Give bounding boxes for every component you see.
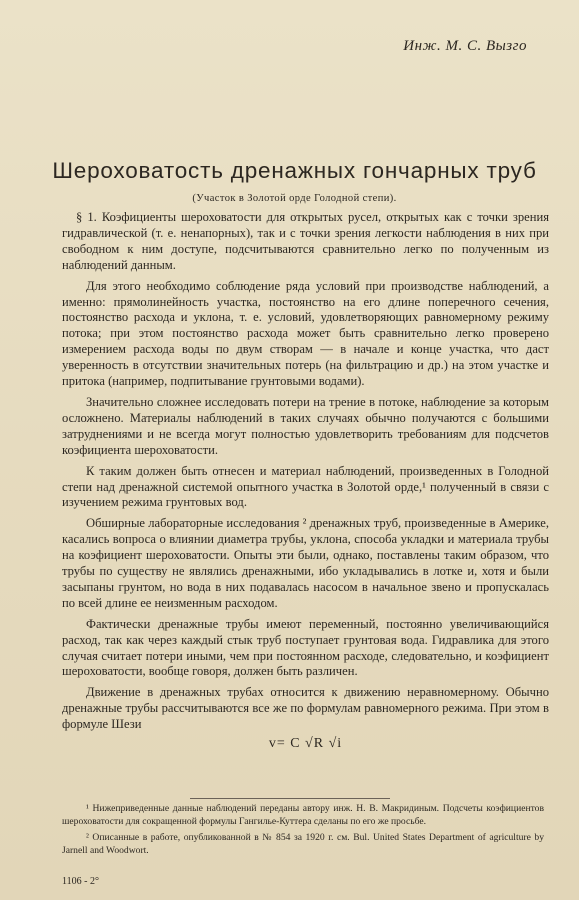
paragraph: Движение в дренажных трубах относится к движению неравномерному. Обычно дренажные трубы рассчитываются все же по формулам равномерного режима. При этом в формуле Шези: [62, 685, 549, 732]
paragraph: Значительно сложнее исследовать потери на трение в потоке, наблюдение за которым осложнено. Материалы наблюдений в таких случаях обычно получаются с большими затруднениями и не всегда могут полностью удовлетворить требованиям для подсчетов коэфициента шероховатости.: [62, 394, 549, 457]
paragraph: § 1. Коэфициенты шероховатости для открытых русел, открытых как с точки зрения гидравлической (т. е. ненапорных), так и с точки зрения легкости наблюдения в них при свободном к ним доступе, подсчитываются сравнительно легко по полученным из наблюдений данным.: [62, 210, 549, 272]
footnote: ² Описанные в работе, опубликованной в № 854 за 1920 г. см. Bul. United States Department of agriculture by Jarnell and Woodwort.: [62, 832, 544, 856]
author-line: Инж. М. С. Вызго: [403, 38, 527, 54]
paragraph: Для этого необходимо соблюдение ряда условий при производстве наблюдений, а именно: прямолинейность участка, постоянство на его длине поперечного сечения, постоянство расхода и уклона, т. е. условий, удовлетворяющих равномерному режиму потока; при этом постоянство расхода может быть сравнительно легко проверено измерением расхода воды по двум створам — в начале и конце участка, что даст уверенность в отсутствии значительных потерь (на фильтрацию и др.) на этом участке и притока (например, подпитывание грунтовыми водами).: [62, 278, 549, 389]
article-subtitle: (Участок в Золотой орде Голодной степи).: [192, 193, 397, 204]
paragraph: К таким должен быть отнесен и материал наблюдений, произведенных в Голодной степи над дренажной системой опытного участка в Золотой орде,¹ полученный в связи с изучением режима грунтовых вод.: [62, 463, 549, 510]
page-number: 1106 - 2°: [62, 876, 99, 887]
footnote-divider: [190, 798, 390, 799]
article-title: Шероховатость дренажных гончарных труб: [52, 158, 537, 183]
footnote: ¹ Нижеприведенные данные наблюдений переданы автору инж. Н. В. Макридиным. Подсчеты коэфициентов шероховатости для сокращенной формулы Гангилье-Куттера сделаны по его же просьбе.: [62, 803, 544, 827]
paragraph: Фактически дренажные трубы имеют переменный, постоянно увеличивающийся расход, так как через каждый стык труб поступает грунтовая вода. Гидравлика для этого случая считает потери иными, чем при постоянном расходе, следовательно, и коэфициент шероховатости, вообще говоря, должен быть различен.: [62, 616, 549, 679]
paragraph: Обширные лабораторные исследования ² дренажных труб, произведенные в Америке, касались вопроса о влиянии диаметра трубы, уклона, способа укладки и материала трубы на коэфициент шероховатости. Опыты эти были, однако, поставлены таким образом, что трубы по существу не являлись дренажными, ибо укладывались в лотке и, хотя и были засыпаны грунтом, но вода в них подавалась насосом в начальное звено и пропускалась по всей длине ее неизменным расходом.: [62, 516, 549, 610]
article-body: [62, 210, 549, 752]
footnotes: [62, 803, 544, 861]
chezy-formula: v= C √R √i: [268, 736, 343, 752]
